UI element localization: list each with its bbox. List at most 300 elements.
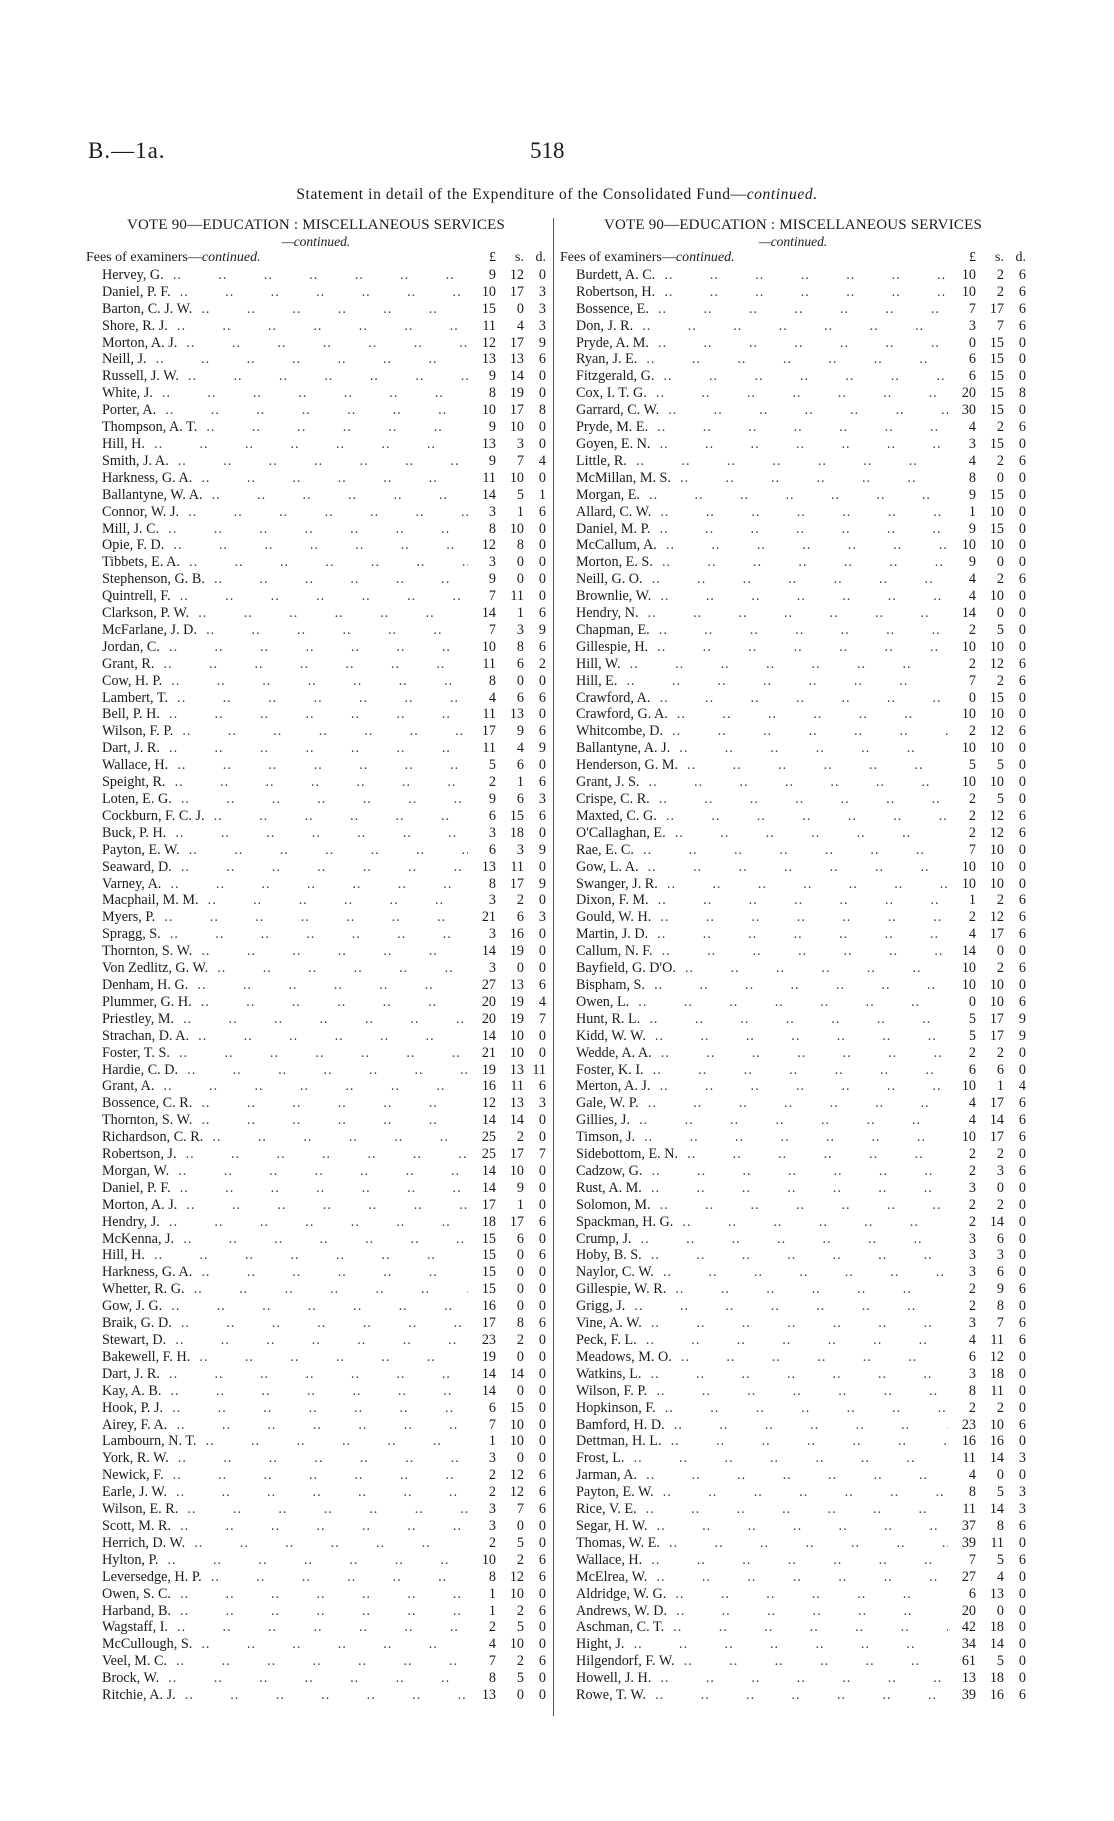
- payee-name: Scott, M. R. ..: [86, 1518, 468, 1535]
- payee-name: Hill, H. ..: [86, 436, 468, 453]
- amount-pence: 0: [538, 1534, 546, 1551]
- amount-shillings: 1: [516, 503, 524, 520]
- payee-name: Loten, E. G. ..: [86, 791, 468, 808]
- amount-shillings: 15: [989, 334, 1004, 351]
- amount-pounds: 6: [488, 807, 496, 824]
- amount-shillings: 11: [990, 1534, 1004, 1551]
- amount-pence: 6: [538, 638, 546, 655]
- amount-shillings: 5: [996, 621, 1004, 638]
- amount-pence: 11: [532, 1061, 546, 1078]
- payee-name: Maxted, C. G. ..: [560, 808, 948, 825]
- amount-pence: 6: [538, 807, 546, 824]
- amount-shillings: 16: [989, 1433, 1004, 1450]
- amount-pounds: 23: [481, 1332, 496, 1348]
- amount-pence: 6: [538, 689, 546, 706]
- amount-shillings: 1: [996, 1078, 1004, 1095]
- amount-shillings: 10: [989, 740, 1004, 757]
- amount-pounds: 15: [481, 1281, 496, 1298]
- payee-name: Opie, F. D. ..: [86, 537, 468, 554]
- amount-pence: 0: [538, 892, 546, 909]
- amount-pounds: 2: [968, 621, 976, 638]
- payee-name: Crispe, C. R. ..: [560, 791, 948, 808]
- amount-pence: 6: [1018, 1416, 1026, 1433]
- amount-shillings: 8: [996, 1517, 1004, 1534]
- amount-pence: 0: [538, 1687, 546, 1704]
- amount-shillings: 13: [509, 706, 524, 723]
- payee-name: Bakewell, F. H. ..: [86, 1349, 468, 1366]
- amount-pence: 0: [1018, 638, 1026, 655]
- amount-shillings: 15: [509, 807, 524, 824]
- amount-pence: 0: [1018, 334, 1026, 351]
- payee-name: McCullough, S. ..: [86, 1636, 468, 1653]
- payee-name: Earle, J. W. ..: [86, 1484, 468, 1501]
- amount-pounds: 3: [968, 1247, 976, 1264]
- amount-shillings: 14: [989, 1112, 1004, 1129]
- amount-shillings: 2: [516, 1653, 524, 1670]
- payee-name: McKenna, J. ..: [86, 1231, 468, 1248]
- amount-pence: 0: [1018, 1298, 1026, 1315]
- amount-pounds: 7: [488, 1653, 496, 1670]
- payee-name: Payton, E. W. ..: [560, 1484, 948, 1501]
- amount-shillings: 7: [996, 317, 1004, 334]
- amount-pounds: 42: [961, 1619, 976, 1636]
- amount-pence: 0: [1018, 1619, 1026, 1636]
- amount-pence: 0: [538, 960, 546, 977]
- section-title: Fees of examiners—: [560, 250, 676, 265]
- amount-pence: 0: [1018, 1670, 1026, 1687]
- amount-pence: 6: [1018, 266, 1026, 283]
- payee-name: Bayfield, G. D'O. ..: [560, 960, 948, 977]
- payee-name: Grant, R. ..: [86, 656, 468, 673]
- amount-pence: 0: [1018, 1264, 1026, 1281]
- payee-name: Harkness, G. A. ..: [86, 470, 468, 487]
- amount-shillings: 12: [989, 1348, 1004, 1365]
- amount-shillings: 10: [509, 419, 524, 436]
- amount-pence: 0: [538, 824, 546, 841]
- right-column: [560, 216, 1026, 1704]
- amount-pence: 0: [538, 1044, 546, 1061]
- amount-pounds: 9: [488, 452, 496, 469]
- amount-pounds: 10: [961, 875, 976, 892]
- amount-pence: 0: [1018, 1365, 1026, 1382]
- amount-shillings: 4: [996, 1568, 1004, 1585]
- payee-name: Henderson, G. M. ..: [560, 757, 948, 774]
- payee-name: Harkness, G. A. ..: [86, 1264, 468, 1281]
- amount-pounds: 7: [488, 1416, 496, 1433]
- payee-name: Hill, W. ..: [560, 656, 948, 673]
- amount-pounds: 2: [968, 824, 976, 841]
- amount-shillings: 16: [989, 1687, 1004, 1704]
- amount-pounds: 15: [481, 1247, 496, 1264]
- amount-shillings: 15: [989, 520, 1004, 537]
- payee-name: Martin, J. D. ..: [560, 926, 948, 943]
- amount-pence: 6: [1018, 300, 1026, 317]
- amount-pounds: 3: [968, 1365, 976, 1382]
- amount-shillings: 10: [989, 993, 1004, 1010]
- amount-pence: 0: [1018, 791, 1026, 807]
- amount-pounds: 2: [968, 1213, 976, 1230]
- amount-pence: 0: [538, 1298, 546, 1315]
- amount-pounds: 6: [488, 841, 496, 858]
- amount-pounds: 7: [488, 588, 496, 605]
- amount-pence: 6: [538, 605, 546, 622]
- amount-pounds: 13: [961, 1670, 976, 1687]
- payee-name: McCallum, A. ..: [560, 537, 948, 554]
- amount-pounds: 9: [488, 419, 496, 436]
- amount-pence: 0: [538, 943, 546, 960]
- amount-pence: 6: [538, 1653, 546, 1670]
- amount-pence: 6: [1018, 960, 1026, 977]
- amount-shillings: 2: [516, 892, 524, 909]
- amount-shillings: 7: [516, 452, 524, 469]
- amount-shillings: 10: [509, 1416, 524, 1433]
- amount-pounds: 16: [481, 1078, 496, 1095]
- payee-name: Porter, A. ..: [86, 402, 468, 419]
- amount-pence: 0: [1018, 1196, 1026, 1213]
- amount-pence: 0: [538, 368, 546, 385]
- payee-name: Andrews, W. D. ..: [560, 1603, 948, 1620]
- payee-name: Meadows, M. O. ..: [560, 1349, 948, 1366]
- amount-pence: 6: [1018, 1332, 1026, 1348]
- amount-pence: 0: [1018, 1534, 1026, 1551]
- amount-pence: 0: [538, 520, 546, 537]
- amount-pence: 6: [1018, 1162, 1026, 1179]
- amount-pence: 9: [538, 621, 546, 638]
- amount-shillings: 10: [989, 1416, 1004, 1433]
- payee-name: Grigg, J. ..: [560, 1298, 948, 1315]
- payee-name: Bossence, C. R. ..: [86, 1095, 468, 1112]
- payee-name: Callum, N. F. ..: [560, 943, 948, 960]
- amount-shillings: 2: [996, 571, 1004, 588]
- amount-pence: 3: [538, 791, 546, 807]
- amount-shillings: 14: [989, 1636, 1004, 1653]
- amount-pence: 0: [1018, 740, 1026, 757]
- amount-pounds: 8: [968, 1382, 976, 1399]
- payee-name: Frost, L. ..: [560, 1450, 948, 1467]
- amount-pence: 0: [1018, 503, 1026, 520]
- amount-pounds: 5: [968, 1027, 976, 1044]
- amount-shillings: 4: [516, 740, 524, 757]
- amount-shillings: 2: [996, 1399, 1004, 1416]
- payee-name: Smith, J. A. ..: [86, 453, 468, 470]
- shillings-header: s.: [995, 250, 1004, 265]
- amount-pounds: 14: [481, 1112, 496, 1129]
- amount-pence: 0: [1018, 943, 1026, 960]
- payee-name: York, R. W. ..: [86, 1450, 468, 1467]
- amount-pounds: 3: [968, 317, 976, 334]
- amount-shillings: 5: [996, 1551, 1004, 1568]
- amount-pounds: 14: [481, 943, 496, 960]
- amount-shillings: 10: [509, 469, 524, 486]
- statement-continued: continued.: [746, 186, 818, 203]
- payee-name: Cockburn, F. C. J. ..: [86, 808, 468, 825]
- payee-name: Hylton, P. ..: [86, 1552, 468, 1569]
- amount-pence: 0: [538, 1517, 546, 1534]
- amount-pounds: 11: [482, 317, 496, 334]
- amount-pence: 3: [538, 300, 546, 317]
- amount-shillings: 0: [996, 1602, 1004, 1619]
- amount-pounds: 7: [968, 1551, 976, 1568]
- amount-pounds: 10: [961, 266, 976, 283]
- payee-name: Morton, A. J. ..: [86, 335, 468, 352]
- payee-name: Morgan, W. ..: [86, 1163, 468, 1180]
- amount-pence: 0: [1018, 537, 1026, 554]
- amount-pounds: 1: [488, 1585, 496, 1602]
- amount-shillings: 11: [990, 1382, 1004, 1399]
- amount-shillings: 17: [509, 1146, 524, 1163]
- amount-pence: 6: [538, 723, 546, 740]
- amount-pounds: 23: [961, 1416, 976, 1433]
- amount-pence: 0: [538, 1670, 546, 1687]
- amount-pence: 6: [1018, 926, 1026, 943]
- payee-name: Merton, A. J. ..: [560, 1078, 948, 1095]
- amount-pence: 0: [1018, 774, 1026, 791]
- expenditure-table: [560, 250, 1026, 1704]
- document-code: B.—1a.: [88, 138, 166, 163]
- amount-shillings: 6: [996, 1061, 1004, 1078]
- amount-shillings: 17: [509, 283, 524, 300]
- amount-shillings: 8: [516, 638, 524, 655]
- amount-shillings: 9: [516, 723, 524, 740]
- amount-pounds: 0: [968, 689, 976, 706]
- amount-pounds: 34: [961, 1636, 976, 1653]
- amount-pence: 0: [538, 1399, 546, 1416]
- payee-name: Quintrell, F. ..: [86, 588, 468, 605]
- payee-name: Bell, P. H. ..: [86, 706, 468, 723]
- amount-pounds: 14: [481, 605, 496, 622]
- amount-pence: 0: [538, 385, 546, 402]
- amount-pence: 0: [1018, 435, 1026, 452]
- amount-pounds: 4: [968, 1332, 976, 1348]
- payee-name: Thompson, A. T. ..: [86, 419, 468, 436]
- payee-name: Strachan, D. A. ..: [86, 1028, 468, 1045]
- amount-shillings: 18: [509, 824, 524, 841]
- amount-pounds: 16: [481, 1298, 496, 1315]
- payee-name: Spragg, S. ..: [86, 926, 468, 943]
- amount-shillings: 13: [509, 1095, 524, 1112]
- amount-pence: 6: [1018, 1281, 1026, 1298]
- amount-pounds: 5: [968, 757, 976, 774]
- amount-pence: 6: [538, 1467, 546, 1484]
- amount-shillings: 0: [516, 1382, 524, 1399]
- amount-pence: 0: [538, 537, 546, 554]
- amount-pence: 6: [1018, 283, 1026, 300]
- amount-pounds: 2: [968, 1146, 976, 1163]
- amount-shillings: 2: [996, 1196, 1004, 1213]
- payee-name: Herrich, D. W. ..: [86, 1535, 468, 1552]
- amount-pounds: 1: [488, 1433, 496, 1450]
- vote-heading: VOTE 90—EDUCATION : MISCELLANEOUS SERVICES: [126, 217, 506, 233]
- amount-pence: 1: [538, 486, 546, 503]
- payee-name: Hardie, C. D. ..: [86, 1062, 468, 1079]
- payee-name: Varney, A. ..: [86, 876, 468, 893]
- payee-name: Garrard, C. W. ..: [560, 402, 948, 419]
- payee-name: Owen, S. C. ..: [86, 1586, 468, 1603]
- payee-name: Allard, C. W. ..: [560, 504, 948, 521]
- payee-name: Goyen, E. N. ..: [560, 436, 948, 453]
- amount-pounds: 10: [481, 1551, 496, 1568]
- payee-name: Speight, R. ..: [86, 774, 468, 791]
- amount-pence: 0: [1018, 875, 1026, 892]
- amount-shillings: 11: [510, 588, 524, 605]
- amount-shillings: 2: [516, 1129, 524, 1146]
- amount-pence: 6: [1018, 1517, 1026, 1534]
- amount-shillings: 0: [996, 469, 1004, 486]
- payee-name: Hook, P. J. ..: [86, 1400, 468, 1417]
- payee-name: Gillies, J. ..: [560, 1112, 948, 1129]
- amount-pence: 0: [538, 1129, 546, 1146]
- payee-name: Dettman, H. L. ..: [560, 1433, 948, 1450]
- payee-name: Hervey, G. ..: [86, 267, 468, 284]
- amount-shillings: 10: [989, 537, 1004, 554]
- payee-name: Harband, B. ..: [86, 1603, 468, 1620]
- amount-shillings: 12: [989, 909, 1004, 926]
- payee-name: Cox, I. T. G. ..: [560, 385, 948, 402]
- amount-pounds: 20: [481, 993, 496, 1010]
- amount-shillings: 12: [989, 807, 1004, 824]
- amount-shillings: 14: [509, 1112, 524, 1129]
- amount-pence: 0: [1018, 757, 1026, 774]
- amount-pounds: 15: [481, 300, 496, 317]
- payee-name: Little, R. ..: [560, 453, 948, 470]
- amount-shillings: 15: [989, 689, 1004, 706]
- amount-pence: 0: [1018, 841, 1026, 858]
- payee-name: Bossence, E. ..: [560, 301, 948, 318]
- amount-shillings: 10: [509, 1636, 524, 1653]
- amount-pounds: 30: [961, 402, 976, 419]
- payee-name: Clarkson, P. W. ..: [86, 605, 468, 622]
- amount-shillings: 7: [516, 1501, 524, 1518]
- amount-pounds: 17: [481, 723, 496, 740]
- amount-pounds: 3: [488, 503, 496, 520]
- payee-name: Grant, A. ..: [86, 1078, 468, 1095]
- amount-shillings: 17: [509, 334, 524, 351]
- amount-shillings: 6: [996, 1230, 1004, 1247]
- amount-pence: 4: [538, 452, 546, 469]
- amount-pounds: 9: [968, 554, 976, 571]
- amount-pounds: 2: [488, 1534, 496, 1551]
- amount-pence: 0: [1018, 1467, 1026, 1484]
- amount-shillings: 10: [989, 976, 1004, 993]
- amount-pence: 6: [1018, 892, 1026, 909]
- amount-pounds: 8: [968, 469, 976, 486]
- amount-pence: 6: [1018, 672, 1026, 689]
- amount-shillings: 11: [990, 1332, 1004, 1348]
- payee-name: Bispham, S. ..: [560, 977, 948, 994]
- payee-name: Crump, J. ..: [560, 1231, 948, 1248]
- amount-pounds: 39: [961, 1534, 976, 1551]
- payee-name: Russell, J. W. ..: [86, 368, 468, 385]
- section-heading: [86, 250, 468, 267]
- payee-name: Newick, F. ..: [86, 1467, 468, 1484]
- amount-pence: 6: [1018, 1315, 1026, 1332]
- amount-pence: 0: [1018, 689, 1026, 706]
- payee-name: Von Zedlitz, G. W. ..: [86, 960, 468, 977]
- amount-pounds: 1: [968, 892, 976, 909]
- payee-name: Shore, R. J. ..: [86, 318, 468, 335]
- amount-shillings: 12: [989, 655, 1004, 672]
- amount-shillings: 5: [516, 1619, 524, 1636]
- amount-pounds: 7: [968, 672, 976, 689]
- amount-pounds: 2: [968, 807, 976, 824]
- vote-heading: VOTE 90—EDUCATION : MISCELLANEOUS SERVICES: [603, 217, 983, 233]
- amount-pence: 6: [538, 1551, 546, 1568]
- payee-name: Wedde, A. A. ..: [560, 1045, 948, 1062]
- payee-name: Gillespie, W. R. ..: [560, 1281, 948, 1298]
- amount-shillings: 14: [989, 1450, 1004, 1467]
- payee-name: Timson, J. ..: [560, 1129, 948, 1146]
- amount-pounds: 9: [488, 266, 496, 283]
- amount-pounds: 2: [968, 1196, 976, 1213]
- amount-pence: 3: [1018, 1450, 1026, 1467]
- payee-name: Vine, A. W. ..: [560, 1315, 948, 1332]
- amount-pounds: 1: [488, 1602, 496, 1619]
- amount-pence: 0: [1018, 1382, 1026, 1399]
- amount-pounds: 17: [481, 1315, 496, 1332]
- amount-pounds: 13: [481, 351, 496, 368]
- payee-name: Rae, E. C. ..: [560, 842, 948, 859]
- amount-shillings: 12: [509, 266, 524, 283]
- amount-pence: 3: [538, 1095, 546, 1112]
- amount-pounds: 6: [968, 1585, 976, 1602]
- payee-name: Buck, P. H. ..: [86, 825, 468, 842]
- amount-pounds: 20: [481, 1010, 496, 1027]
- amount-shillings: 5: [516, 1534, 524, 1551]
- amount-pence: 0: [1018, 1061, 1026, 1078]
- payee-name: Morton, E. S. ..: [560, 554, 948, 571]
- payee-name: Howell, J. H. ..: [560, 1670, 948, 1687]
- amount-shillings: 15: [989, 486, 1004, 503]
- vote-continued: —continued.: [758, 234, 828, 249]
- amount-shillings: 0: [996, 1467, 1004, 1484]
- amount-shillings: 18: [989, 1365, 1004, 1382]
- amount-pence: 0: [1018, 469, 1026, 486]
- amount-shillings: 10: [989, 875, 1004, 892]
- amount-shillings: 11: [510, 1078, 524, 1095]
- amount-shillings: 17: [989, 1129, 1004, 1146]
- amount-pounds: 8: [488, 520, 496, 537]
- payee-name: Aldridge, W. G. ..: [560, 1586, 948, 1603]
- shillings-header: s.: [515, 250, 524, 265]
- payee-name: Swanger, J. R. ..: [560, 876, 948, 893]
- payee-name: Sidebottom, E. N. ..: [560, 1146, 948, 1163]
- amount-shillings: 2: [996, 1044, 1004, 1061]
- amount-shillings: 3: [996, 1247, 1004, 1264]
- payee-name: Myers, P. ..: [86, 909, 468, 926]
- amount-shillings: 1: [516, 605, 524, 622]
- payee-name: Cow, H. P. ..: [86, 673, 468, 690]
- payee-name: Daniel, P. F. ..: [86, 284, 468, 301]
- amount-pounds: 11: [482, 706, 496, 723]
- amount-pence: 6: [1018, 419, 1026, 436]
- amount-pounds: 9: [488, 791, 496, 807]
- amount-pounds: 2: [968, 1399, 976, 1416]
- amount-shillings: 13: [509, 351, 524, 368]
- payee-name: Chapman, E. ..: [560, 622, 948, 639]
- amount-pounds: 20: [961, 1602, 976, 1619]
- amount-pounds: 14: [961, 605, 976, 622]
- amount-shillings: 15: [989, 385, 1004, 402]
- amount-shillings: 1: [516, 1196, 524, 1213]
- amount-shillings: 19: [509, 943, 524, 960]
- amount-shillings: 6: [516, 757, 524, 774]
- amount-pounds: 5: [968, 1010, 976, 1027]
- amount-pounds: 3: [968, 1315, 976, 1332]
- payee-name: Don, J. R. ..: [560, 318, 948, 335]
- amount-pounds: 2: [968, 909, 976, 926]
- vote-continued: —continued.: [281, 234, 351, 249]
- statement-title: Statement in detail of the Expenditure of the Consolidated Fund—: [296, 186, 747, 203]
